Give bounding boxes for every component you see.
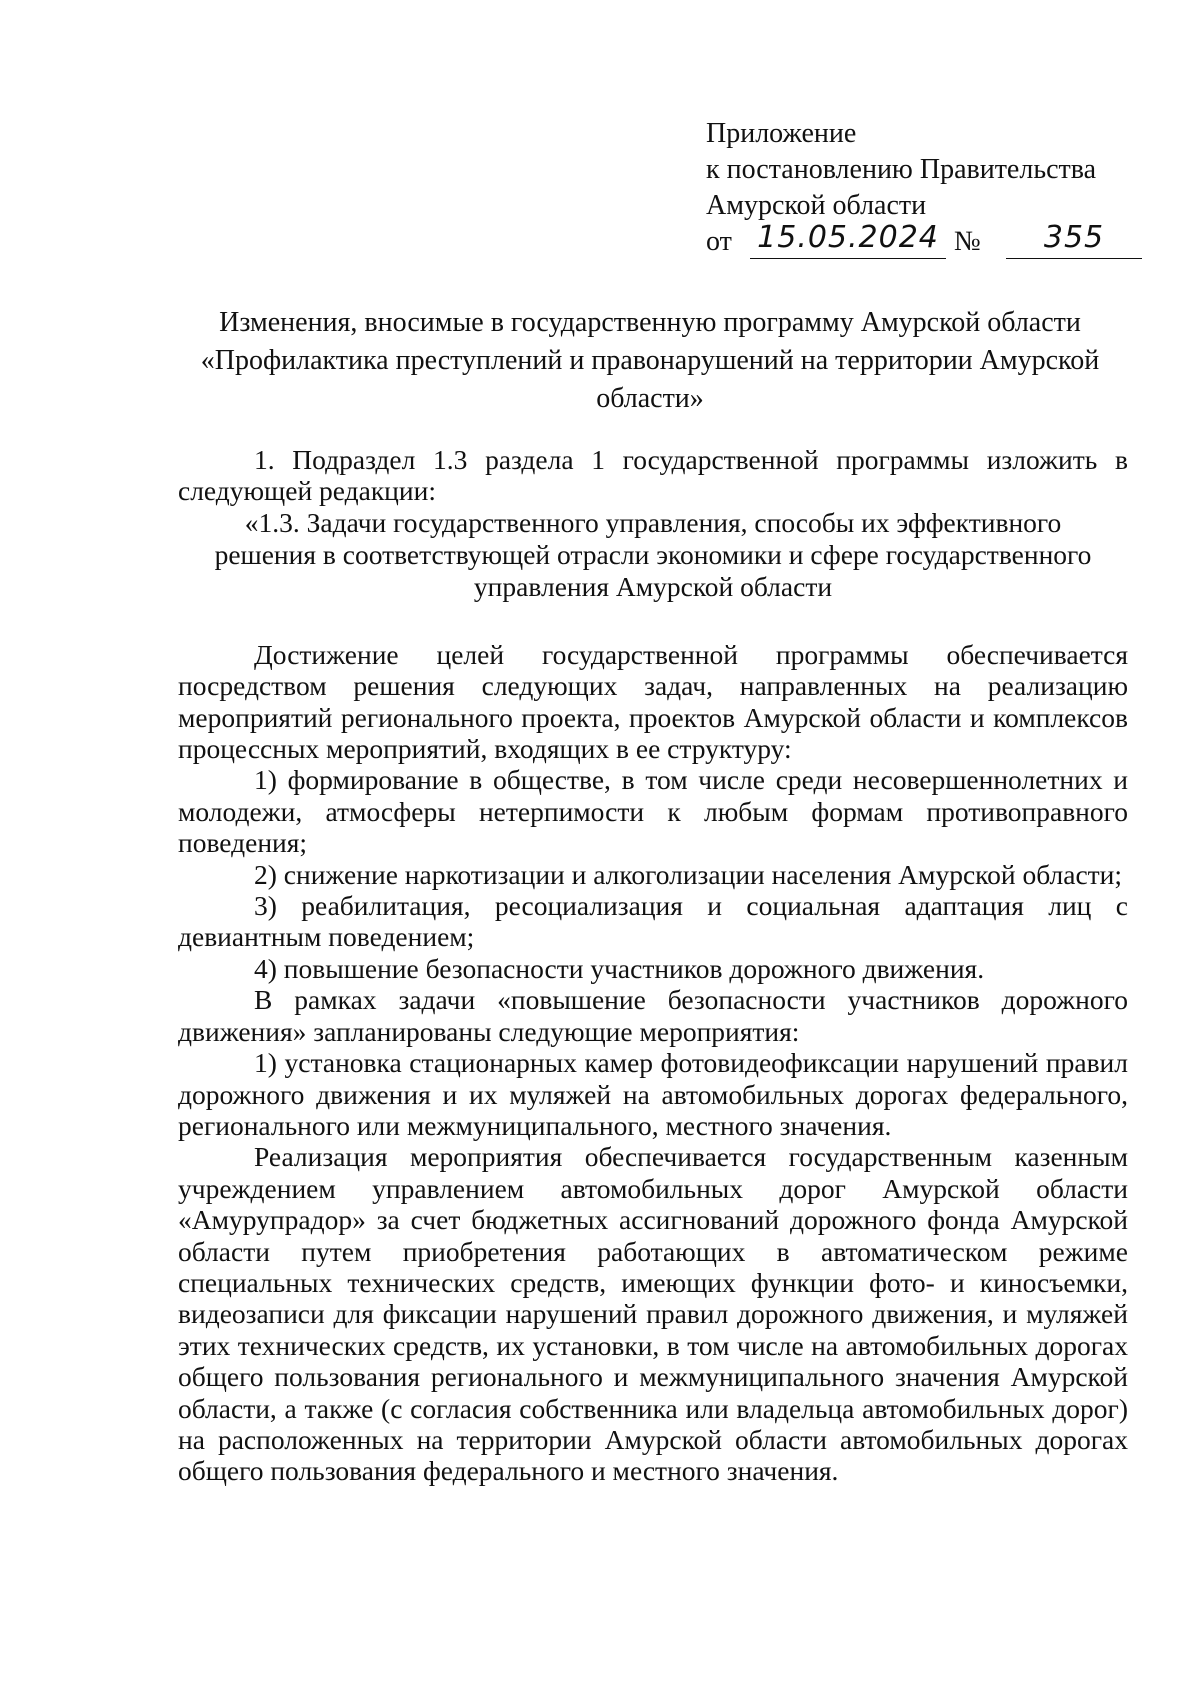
title-line-3: области» <box>596 383 704 414</box>
task-item-4: 4) повышение безопасности участников дорожного движения. <box>254 952 985 984</box>
appendix-block <box>706 116 1146 260</box>
appendix-line-3: Амурской области <box>706 190 927 221</box>
section-heading <box>178 507 1128 603</box>
paragraph-measures: В рамках задачи «повышение безопасности участников дорожного движения» запланированы следующие мероприятия: <box>178 984 1128 1047</box>
document-title <box>180 304 1120 418</box>
paragraph-implementation: Реализация мероприятия обеспечивается государственным казенным учреждением управлением автомобильных дорог Амурской области «Амурупрадор» за счет бюджетных ассигнований дорожного фонда Амурской области путем приобретения работающих в автоматическом режиме специальных технических средств, имеющих функции фото- и киносъемки, видеозаписи для фиксации нарушений правил дорожного движения, и муляжей этих технических средств, их установки, в том числе на автомобильных дорогах общего пользования регионального и межмуниципального значения Амурской области, а также (с согласия собственника или владельца автомобильных дорог) на расположенных на территории Амурской области автомобильных дорогах общего пользования федерального и местного значения. <box>178 1141 1128 1487</box>
document-body <box>178 444 1128 1487</box>
section-heading-line-2: решения в соответствующей отрасли экономики и сфере государственного <box>214 538 1092 570</box>
title-line-2: «Профилактика преступлений и правонарушений на территории Амурской <box>200 345 1100 376</box>
paragraph-1: 1. Подраздел 1.3 раздела 1 государственной программы изложить в следующей редакции: <box>178 444 1128 507</box>
handwritten-number: 355 <box>1006 218 1142 259</box>
appendix-line-2: к постановлению Правительства <box>706 154 1097 185</box>
spacer <box>178 603 1128 639</box>
section-heading-line-1: «1.3. Задачи государственного управления, способы их эффективного <box>244 506 1062 538</box>
section-heading-line-3: управления Амурской области <box>473 570 833 602</box>
number-label: № <box>954 226 981 257</box>
task-item-2: 2) снижение наркотизации и алкоголизации населения Амурской области; <box>254 858 1123 890</box>
handwritten-date: 15.05.2024 <box>750 218 946 259</box>
paragraph-2: Достижение целей государственной программы обеспечивается посредством решения следующих задач, направленных на реализацию мероприятий регионального проекта, проектов Амурской области и комплексов процессных мероприятий, входящих в ее структуру: <box>178 638 1128 765</box>
task-item-1: 1) формирование в обществе, в том числе среди несовершеннолетних и молодежи, атмосферы нетерпимости к любым формам противоправного поведения; <box>178 764 1128 859</box>
measure-item-1: 1) установка стационарных камер фотовидеофиксации нарушений правил дорожного движения и их муляжей на автомобильных дорогах федерального, регионального или межмуниципального, местного значения. <box>178 1047 1128 1141</box>
title-line-1: Изменения, вносимые в государственную программу Амурской области <box>219 307 1081 338</box>
appendix-date-line <box>706 220 1146 260</box>
appendix-line-1: Приложение <box>706 118 857 149</box>
from-label: от <box>706 226 732 257</box>
task-item-3: 3) реабилитация, ресоциализация и социальная адаптация лиц с девиантным поведением; <box>178 890 1128 953</box>
